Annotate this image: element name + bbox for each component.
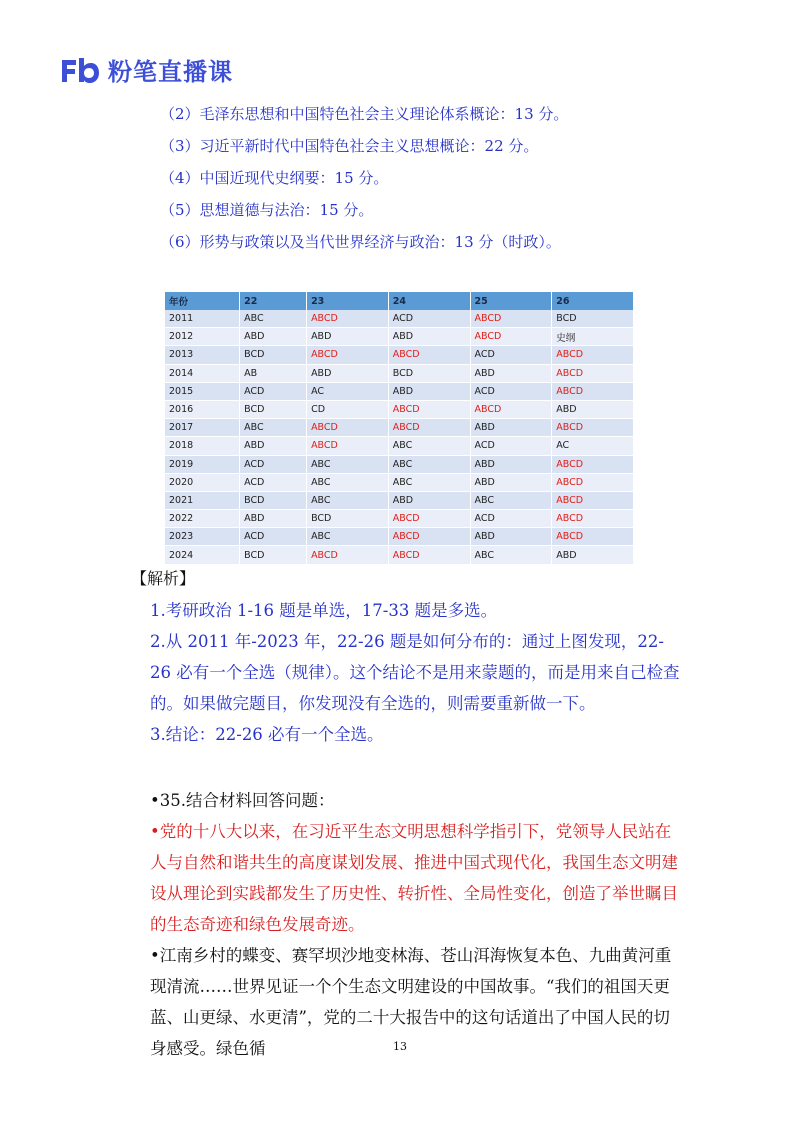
answer-cell: ABCD bbox=[552, 491, 634, 509]
answer-cell: BCD bbox=[307, 510, 389, 528]
year-cell: 2015 bbox=[165, 382, 240, 400]
table-row bbox=[165, 400, 634, 418]
fb-logo-icon bbox=[60, 56, 100, 84]
subject-item: （2）毛泽东思想和中国特色社会主义理论体系概论：13 分。 bbox=[160, 105, 569, 123]
answer-cell: ABCD bbox=[552, 473, 634, 491]
answer-cell: ABD bbox=[552, 400, 634, 418]
subject-item: （5）思想道德与法治：15 分。 bbox=[160, 201, 374, 219]
year-cell: 2014 bbox=[165, 364, 240, 382]
answer-cell: ABC bbox=[307, 473, 389, 491]
answer-cell: ABCD bbox=[552, 510, 634, 528]
year-cell: 2020 bbox=[165, 473, 240, 491]
year-cell: 2021 bbox=[165, 491, 240, 509]
table-row bbox=[165, 528, 634, 546]
year-cell: 2018 bbox=[165, 437, 240, 455]
answer-cell: ABCD bbox=[470, 310, 552, 328]
logo-text: 粉笔直播课 bbox=[108, 58, 233, 86]
year-cell: 2022 bbox=[165, 510, 240, 528]
answer-cell: BCD bbox=[552, 310, 634, 328]
answer-cell: ABD bbox=[307, 364, 389, 382]
answer-cell: ACD bbox=[240, 473, 307, 491]
answer-cell: BCD bbox=[240, 491, 307, 509]
answer-cell: ABD bbox=[240, 510, 307, 528]
answer-cell: ABCD bbox=[307, 437, 389, 455]
brand-logo bbox=[60, 52, 233, 87]
year-cell: 2013 bbox=[165, 346, 240, 364]
year-cell: 2017 bbox=[165, 419, 240, 437]
answer-cell: BCD bbox=[240, 400, 307, 418]
answer-cell: ABC bbox=[470, 491, 552, 509]
page-number: 13 bbox=[393, 1040, 407, 1053]
subject-item: （4）中国近现代史纲要：15 分。 bbox=[160, 169, 389, 187]
answer-cell: ACD bbox=[470, 510, 552, 528]
material-red-paragraph: •党的十八大以来，在习近平生态文明思想科学指引下，党领导人民站在人与自然和谐共生的高度谋划发展、推进中国式现代化，我国生态文明建设从理论到实践都发生了历史性、转折性、全局性变化，创造了举世瞩目的生态奇迹和绿色发展奇迹。 bbox=[150, 822, 678, 934]
answer-cell: ABCD bbox=[388, 419, 470, 437]
answer-cell: CD bbox=[307, 400, 389, 418]
answer-cell: ABD bbox=[388, 382, 470, 400]
year-cell: 2011 bbox=[165, 310, 240, 328]
subject-item: （6）形势与政策以及当代世界经济与政治：13 分（时政）。 bbox=[160, 233, 561, 251]
table-row bbox=[165, 419, 634, 437]
table-header-row bbox=[165, 292, 634, 310]
year-cell: 2023 bbox=[165, 528, 240, 546]
analysis-title: 【解析】 bbox=[131, 569, 196, 588]
year-cell: 2024 bbox=[165, 546, 240, 564]
column-header: 22 bbox=[240, 292, 307, 310]
answer-cell: ABC bbox=[388, 473, 470, 491]
answer-cell: ABCD bbox=[388, 510, 470, 528]
answer-cell: ABCD bbox=[307, 546, 389, 564]
answer-cell: ABD bbox=[470, 455, 552, 473]
answer-cell: BCD bbox=[240, 546, 307, 564]
answer-cell: ABCD bbox=[388, 546, 470, 564]
table-row bbox=[165, 491, 634, 509]
table-row bbox=[165, 328, 634, 346]
answer-cell: ABCD bbox=[552, 382, 634, 400]
analysis-point-1: 1.考研政治 1-16 题是单选，17-33 题是多选。 bbox=[150, 601, 498, 620]
column-header: 年份 bbox=[165, 292, 240, 310]
column-header: 26 bbox=[552, 292, 634, 310]
answer-cell: ACD bbox=[240, 455, 307, 473]
answer-cell: ACD bbox=[470, 437, 552, 455]
table-row bbox=[165, 364, 634, 382]
answer-cell: ABCD bbox=[552, 455, 634, 473]
answer-cell: BCD bbox=[388, 364, 470, 382]
answer-cell: ABD bbox=[240, 437, 307, 455]
answer-cell: ABD bbox=[470, 473, 552, 491]
table-row bbox=[165, 382, 634, 400]
answer-cell: ABCD bbox=[552, 528, 634, 546]
answer-cell: ACD bbox=[470, 346, 552, 364]
answer-cell: ABD bbox=[307, 328, 389, 346]
table-row bbox=[165, 437, 634, 455]
answer-cell: ABC bbox=[388, 437, 470, 455]
answer-cell: ABCD bbox=[470, 328, 552, 346]
answer-cell: ABCD bbox=[388, 346, 470, 364]
answer-cell: ABD bbox=[240, 328, 307, 346]
answer-cell: ACD bbox=[470, 382, 552, 400]
answer-cell: ABCD bbox=[307, 419, 389, 437]
answer-cell: AB bbox=[240, 364, 307, 382]
answer-cell: ABCD bbox=[552, 346, 634, 364]
answer-cell: AC bbox=[552, 437, 634, 455]
answer-cell: ABC bbox=[307, 455, 389, 473]
answer-cell: ABCD bbox=[470, 400, 552, 418]
table-row bbox=[165, 546, 634, 564]
answer-cell: ABD bbox=[552, 546, 634, 564]
year-cell: 2016 bbox=[165, 400, 240, 418]
table-row bbox=[165, 510, 634, 528]
year-cell: 2019 bbox=[165, 455, 240, 473]
year-cell: 2012 bbox=[165, 328, 240, 346]
answer-cell: ABCD bbox=[552, 364, 634, 382]
answer-cell: ABCD bbox=[307, 310, 389, 328]
answer-cell: ABD bbox=[388, 491, 470, 509]
answer-cell: ABC bbox=[388, 455, 470, 473]
column-header: 23 bbox=[307, 292, 389, 310]
answer-cell: ABD bbox=[470, 528, 552, 546]
answer-cell: ABC bbox=[470, 546, 552, 564]
answer-cell: ABCD bbox=[307, 346, 389, 364]
answer-cell: ABCD bbox=[388, 528, 470, 546]
analysis-point-3: 3.结论：22-26 必有一个全选。 bbox=[150, 725, 384, 744]
answer-cell: ABC bbox=[240, 310, 307, 328]
answer-table bbox=[165, 292, 634, 565]
answer-cell: ABC bbox=[307, 491, 389, 509]
analysis-point-2: 2.从 2011 年-2023 年，22-26 题是如何分布的：通过上图发现，22-26 必有一个全选（规律）。这个结论不是用来蒙题的，而是用来自己检查的。如果做完题目，你发现没有全选的，则需要重新做一下。 bbox=[150, 632, 680, 713]
answer-cell: BCD bbox=[240, 346, 307, 364]
table-row bbox=[165, 346, 634, 364]
answer-cell: AC bbox=[307, 382, 389, 400]
column-header: 25 bbox=[470, 292, 552, 310]
answer-cell: ABC bbox=[307, 528, 389, 546]
answer-cell: ABCD bbox=[552, 419, 634, 437]
answer-cell: ABD bbox=[388, 328, 470, 346]
answer-cell: ACD bbox=[240, 382, 307, 400]
question-heading: •35.结合材料回答问题： bbox=[150, 791, 335, 810]
answer-cell: 史纲 bbox=[552, 328, 634, 346]
column-header: 24 bbox=[388, 292, 470, 310]
table-row bbox=[165, 455, 634, 473]
answer-cell: ABC bbox=[240, 419, 307, 437]
table-body bbox=[165, 310, 634, 564]
answer-cell: ABD bbox=[470, 364, 552, 382]
subject-item: （3）习近平新时代中国特色社会主义思想概论：22 分。 bbox=[160, 137, 539, 155]
answer-cell: ACD bbox=[240, 528, 307, 546]
answer-cell: ABD bbox=[470, 419, 552, 437]
table-row bbox=[165, 473, 634, 491]
table-row bbox=[165, 310, 634, 328]
answer-cell: ABCD bbox=[388, 400, 470, 418]
answer-cell: ACD bbox=[388, 310, 470, 328]
material-paragraph: •江南乡村的蝶变、赛罕坝沙地变林海、苍山洱海恢复本色、九曲黄河重现清流……世界见证一个个生态文明建设的中国故事。“我们的祖国天更蓝、山更绿、水更清”，党的二十大报告中的这句话道出了中国人民的切身感受。绿色循 bbox=[150, 946, 672, 1058]
